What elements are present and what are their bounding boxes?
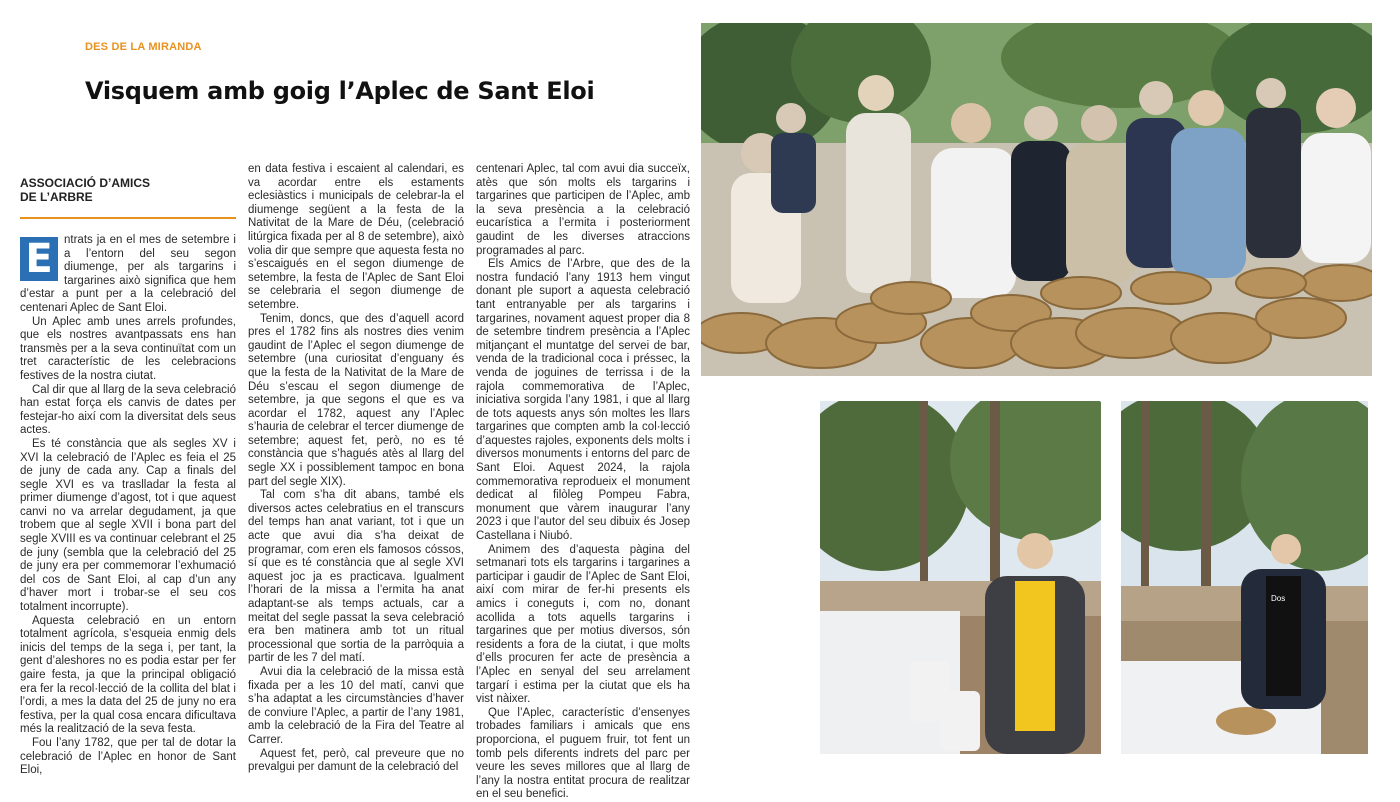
author-divider bbox=[20, 217, 236, 219]
author-line-1: ASSOCIACIÓ D’AMICS bbox=[20, 176, 151, 190]
section-label: DES DE LA MIRANDA bbox=[85, 41, 202, 53]
paragraph: Els Amics de l’Arbre, que des de la nostra fundació l’any 1913 hem vingut donant ple suport a aquesta celebració tant entranyable per als targarins i targarines, novament aquest proper dia 8 de setembre tindrem presència a l’Aplec mitjançant el muntatge del servei de bar, venda de la tradicional coca i préssec, la venda de joguines de terrissa i de la rajola commemorativa de l’Aplec, iniciativa sorgida l’any 1981, i que al llarg de tots aquests anys són moltes les llars targarines que compten amb la col·lecció d’aquestes rajoles, exponents dels molts i diversos monuments i entorns del parc de Sant Eloi. Aquest 2024, la rajola commemorativa reprodueix el monument dedicat al filòleg Pompeu Fabra, monument que vàrem inaugurar l’any 2023 i que l’autor del seu dibuix és Josep Castellana i Niubó. bbox=[476, 258, 690, 543]
author-byline bbox=[20, 176, 236, 204]
paragraph: Tenim, doncs, que des d’aquell acord pres el 1782 fins als nostres dies venim gaudint de l’Aplec el segon diumenge de setembre (una curiositat d’enguany és que la festa de la Nativitat de la Mare de Déu s’escau el segon diumenge de setembre, ja que segons el que es va acordar el 1782, aquest any l’Aplec s’hauria de celebrar el tercer diumenge de setembre; aquest fet, però, no es té constància que s’hagués atès al llarg del segle XX i possiblement tampoc en bona part del segle XIX). bbox=[248, 312, 464, 488]
paragraph: centenari Aplec, tal com avui dia succeïx, atès que són molts els targarins i targarines que participen de l’Aplec, amb la seva presència a la celebració eucarística a l’ermita i posteriorment gaudint de les diverses atraccions programades al parc. bbox=[476, 163, 690, 257]
article-column-1 bbox=[20, 234, 236, 777]
tshirt-print: Dos bbox=[1271, 594, 1286, 603]
drop-cap: E bbox=[20, 237, 58, 281]
article-column-3 bbox=[476, 163, 690, 801]
paragraph: en data festiva i escaient al calendari, es va acordar entre els estaments eclesiàstics i municipals de celebrar-la el diumenge següent a la festa de la Nativitat de la Mare de Déu, (celebració litúrgica fixada per al 8 de setembre), això volia dir que sempre que aquesta festa no s’escaigués en el segon diumenge de setembre, la festa de l’Aplec de Sant Eloi se celebraria el segon diumenge de setembre. bbox=[248, 163, 464, 311]
paragraph: Avui dia la celebració de la missa està fixada per a les 10 del matí, canvi que s’ha adaptat a les circumstàncies d’haver de conviure l’Aplec, a partir de l’any 1981, amb la celebració de la Fira del Teatre al Carrer. bbox=[248, 665, 464, 746]
paragraph: Un Aplec amb unes arrels profundes, que els nostres avantpassats ens han transmès per a la seva continuïtat com un tret característic de les celebracions festives de la nostra ciutat. bbox=[20, 315, 236, 382]
photo-woman-tables bbox=[820, 401, 1101, 754]
paragraph bbox=[20, 234, 236, 316]
paragraph: Es té constància que als segles XV i XVI la celebració de l’Aplec es feia el 25 de juny de cada any. Cap a finals del segle XVI es va traslladar la festa al primer diumenge d’agost, tot i que aquest canvi no va arrelar degudament, ja que trobem que al segle XVII i bona part del segle XVIII es va continuar celebrant el 25 de juny (sembla que la celebració del 25 de juny era per commemorar l’exhumació del cos de Sant Eloi, al cap d’un any d’haver mort i trobar-se el seu cos totalment incorrupte). bbox=[20, 437, 236, 614]
paragraph-text: ntrats ja en el mes de setembre i a l’entorn del seu segon diumenge, per als targarins i targarines això significa que hem d’estar a punt per a la celebració del centenari Aplec de Sant Eloi. bbox=[20, 234, 236, 314]
photo-group-baskets bbox=[701, 23, 1372, 376]
photo-man-tables bbox=[1121, 401, 1368, 754]
author-line-2: DE L’ARBRE bbox=[20, 190, 93, 204]
paragraph: Tal com s’ha dit abans, també els diversos actes celebratius en el transcurs del temps han anat variant, tot i que un acte que avui dia s’ha deixat de programar, com eren els famosos cóssos, sí que es té constància que al segle XVI aquest joc ja es practicava. Igualment l’horari de la missa a l’ermita ha anat adaptant-se als temps actuals, car a meitat del segle passat la seva celebració era ben matinera amb tot un ritual processional que sortia de la parròquia a partir de les 7 del matí. bbox=[248, 489, 464, 665]
paragraph: Cal dir que al llarg de la seva celebració han estat força els canvis de dates per festejar-ho així com la diversitat dels seus actes. bbox=[20, 383, 236, 437]
paragraph: Animem des d’aquesta pàgina del setmanari tots els targarins i targarines a participar i gaudir de l’Aplec de Sant Eloi, així com mirar de fer-hi presents els amics i coneguts i, com no, donant acollida a tots aquells targarins i targarines que per motius diversos, són residents a fora de la ciutat, i que molts d’ells procuren fer acte de presència a l’Aplec en senyal del seu arrelament targarí i estima per la ciutat que els ha vist nàixer. bbox=[476, 543, 690, 706]
paragraph: Que l’Aplec, característic d’ensenyes trobades familiars i amicals que ens proporciona, el puguem fruir, tot fent un tomb pels diferents indrets del parc per veure les seves millores que al llarg de l’any la nostra entitat procura de realitzar en el seu benefici. bbox=[476, 706, 690, 801]
paragraph: Aquesta celebració en un entorn totalment agrícola, s’esqueia enmig dels inicis del temps de la sega i, per tant, la gent d’aleshores no es podia estar per fer gaire festa, ja que la principal obligació era fer la recol·lecció de la collita del blat i l’ordi, a mes la data del 25 de juny no era festiva, per la qual cosa encara dificultava més la realització de la seva festa. bbox=[20, 614, 236, 736]
paragraph: Aquest fet, però, cal preveure que no prevalgui per damunt de la celebració del bbox=[248, 747, 464, 774]
article-headline: Visquem amb goig l’Aplec de Sant Eloi bbox=[85, 77, 595, 105]
article-column-2 bbox=[248, 163, 464, 774]
paragraph: Fou l’any 1782, que per tal de dotar la celebració de l’Aplec en honor de Sant Eloi, bbox=[20, 736, 236, 777]
